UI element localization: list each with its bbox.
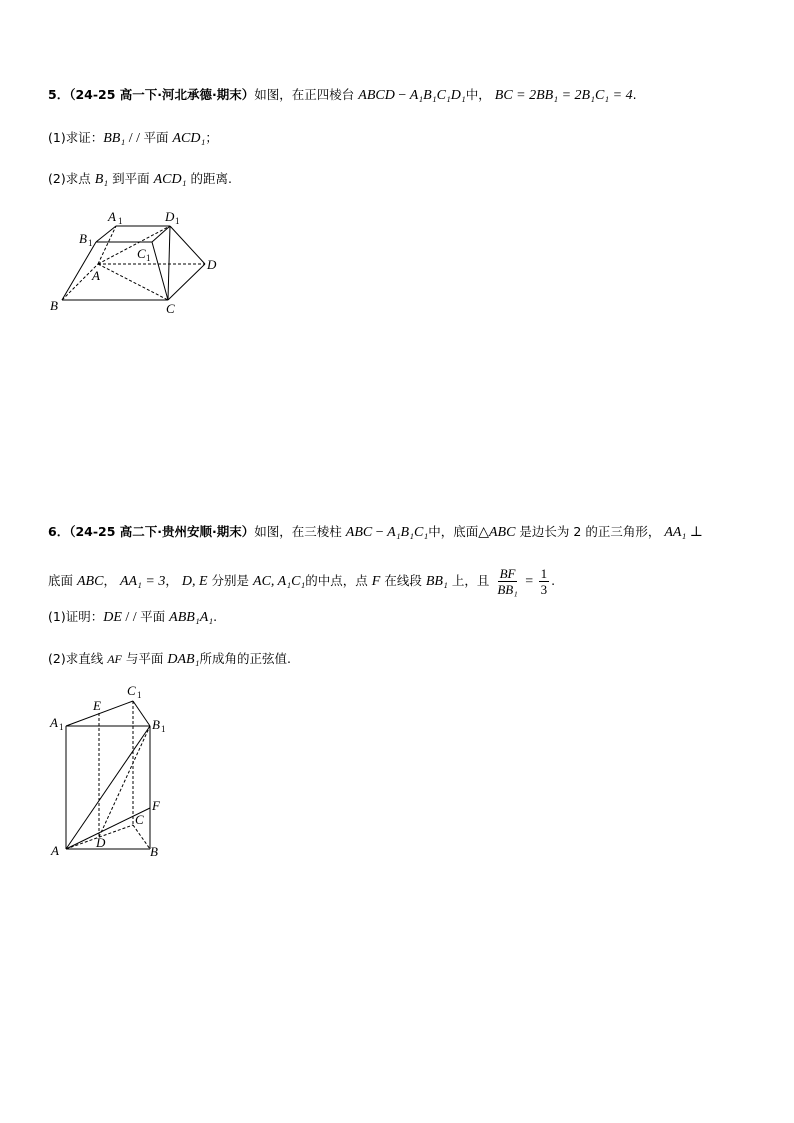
q5-dash: − — [394, 88, 410, 103]
q5-part2-plane: ACD₁ — [153, 172, 187, 187]
label-b: B — [50, 298, 58, 313]
q6-number: 6． — [48, 524, 70, 539]
q6-line2-base-name: ABC — [77, 574, 104, 589]
q6-eq: = — [521, 574, 537, 589]
svg-text:1: 1 — [118, 216, 123, 226]
q6-part1-end: . — [213, 609, 218, 624]
label-e: E — [93, 698, 101, 713]
q6-part2-plane: DAB₁ — [167, 652, 200, 667]
q5-condition: BC = 2BB₁ = 2B₁C₁ = 4 — [494, 88, 633, 103]
svg-text:1: 1 — [59, 722, 64, 732]
q6-edge: AA₁ — [664, 525, 687, 540]
q6-period: . — [551, 573, 556, 588]
q5-top-face: A₁B₁C₁D₁ — [409, 88, 466, 103]
label-c1: C — [137, 246, 146, 261]
q6-line2-base: 底面 — [48, 573, 74, 588]
q6-frac-num: BF — [499, 566, 516, 581]
label-c: C — [135, 812, 144, 827]
q6-part1-plane-word: 平面 — [140, 609, 166, 624]
edge-bc — [133, 825, 150, 849]
q6-ratio-den: 3 — [540, 582, 548, 597]
q6-part1-parallel: / / — [121, 610, 141, 625]
label-b1: B — [79, 231, 87, 246]
q6-perp: ⊥ — [686, 525, 703, 540]
q5-part1-end: ； — [205, 130, 218, 145]
q6-triangle-sym: △ — [478, 525, 489, 540]
q6-intro: 如图，在三棱柱 — [254, 524, 342, 539]
q6-dash: − — [372, 525, 388, 540]
q6-top-face: A₁B₁C₁ — [387, 525, 429, 540]
q6-on-segment: 在线段 — [384, 573, 422, 588]
svg-text:1: 1 — [161, 724, 166, 734]
q5-in: 中， — [465, 87, 491, 102]
q6-base-tri: ABC — [488, 525, 516, 540]
q6-is-equilateral: 是边长为 2 的正三角形， — [519, 524, 661, 539]
label-a: A — [51, 843, 59, 858]
q6-midpoint-text: 的中点，点 — [305, 573, 368, 588]
q6-frac-den: BB₁ — [497, 582, 518, 597]
q5-part1-prefix: (1)求证： — [48, 130, 104, 145]
q6-part1-prefix: (1)证明： — [48, 609, 104, 624]
label-b1: B — [152, 717, 160, 732]
svg-text:1: 1 — [146, 253, 151, 263]
q6-part2-with: 与平面 — [125, 651, 164, 666]
q6-part2-prefix: (2)求直线 — [48, 651, 104, 666]
q5-part2-end: 的距离. — [190, 171, 232, 186]
q6-points-de: D, E — [181, 574, 208, 589]
q6-part2-line: AF — [107, 652, 122, 666]
q6-edge-eq: AA₁ = 3 — [119, 574, 166, 589]
q5-part2-prefix: (2)求点 — [48, 171, 91, 186]
q5-number: 5． — [48, 87, 70, 102]
q5-part2-point: B₁ — [94, 172, 109, 187]
q6-comma2: ， — [165, 573, 178, 588]
q5-source: （24-25 高一下·河北承德·期末） — [69, 87, 255, 102]
q6-ratio-num: 1 — [540, 566, 548, 581]
q5-part1-plane-word: 平面 — [143, 130, 169, 145]
label-a: A — [92, 268, 100, 283]
label-a1: A — [50, 715, 58, 730]
q5-part1-plane: ACD₁ — [172, 131, 206, 146]
q6-point-f: F — [371, 574, 381, 589]
q5-part1-line: BB₁ — [103, 131, 126, 146]
label-b: B — [150, 844, 158, 859]
q6-respectively: 分别是 — [211, 573, 250, 588]
q6-on-and: 上，且 — [451, 573, 490, 588]
q6-in-base: 中，底面 — [428, 524, 479, 539]
svg-text:1: 1 — [137, 690, 142, 700]
q6-line2-comma: ， — [103, 573, 116, 588]
q5-part2-to: 到平面 — [112, 171, 150, 186]
q6-prism: ABC — [345, 525, 373, 540]
q6-part1-line: DE — [103, 610, 122, 625]
label-c1: C — [127, 683, 136, 698]
q5-intro: 如图，在正四棱台 — [254, 87, 355, 102]
svg-text:1: 1 — [88, 238, 93, 248]
label-d: D — [96, 835, 106, 850]
q5-period: . — [632, 87, 637, 102]
label-c: C — [166, 301, 175, 316]
label-a1: A — [108, 209, 116, 224]
q6-part1-plane: ABB₁A₁ — [169, 610, 214, 625]
label-d: D — [207, 257, 217, 272]
q6-source: （24-25 高二下·贵州安顺·期末） — [69, 524, 255, 539]
q6-segments: AC, A₁C₁ — [253, 574, 306, 589]
q6-part2-end: 所成角的正弦值. — [199, 651, 291, 666]
q5-part1-parallel: / / — [125, 131, 144, 146]
label-d1: D — [165, 209, 175, 224]
q5-frustum: ABCD — [358, 88, 395, 103]
svg-text:1: 1 — [175, 216, 180, 226]
edge-b1c1 — [133, 701, 150, 726]
q6-segment-bb1: BB₁ — [425, 574, 448, 589]
label-f: F — [152, 798, 160, 813]
